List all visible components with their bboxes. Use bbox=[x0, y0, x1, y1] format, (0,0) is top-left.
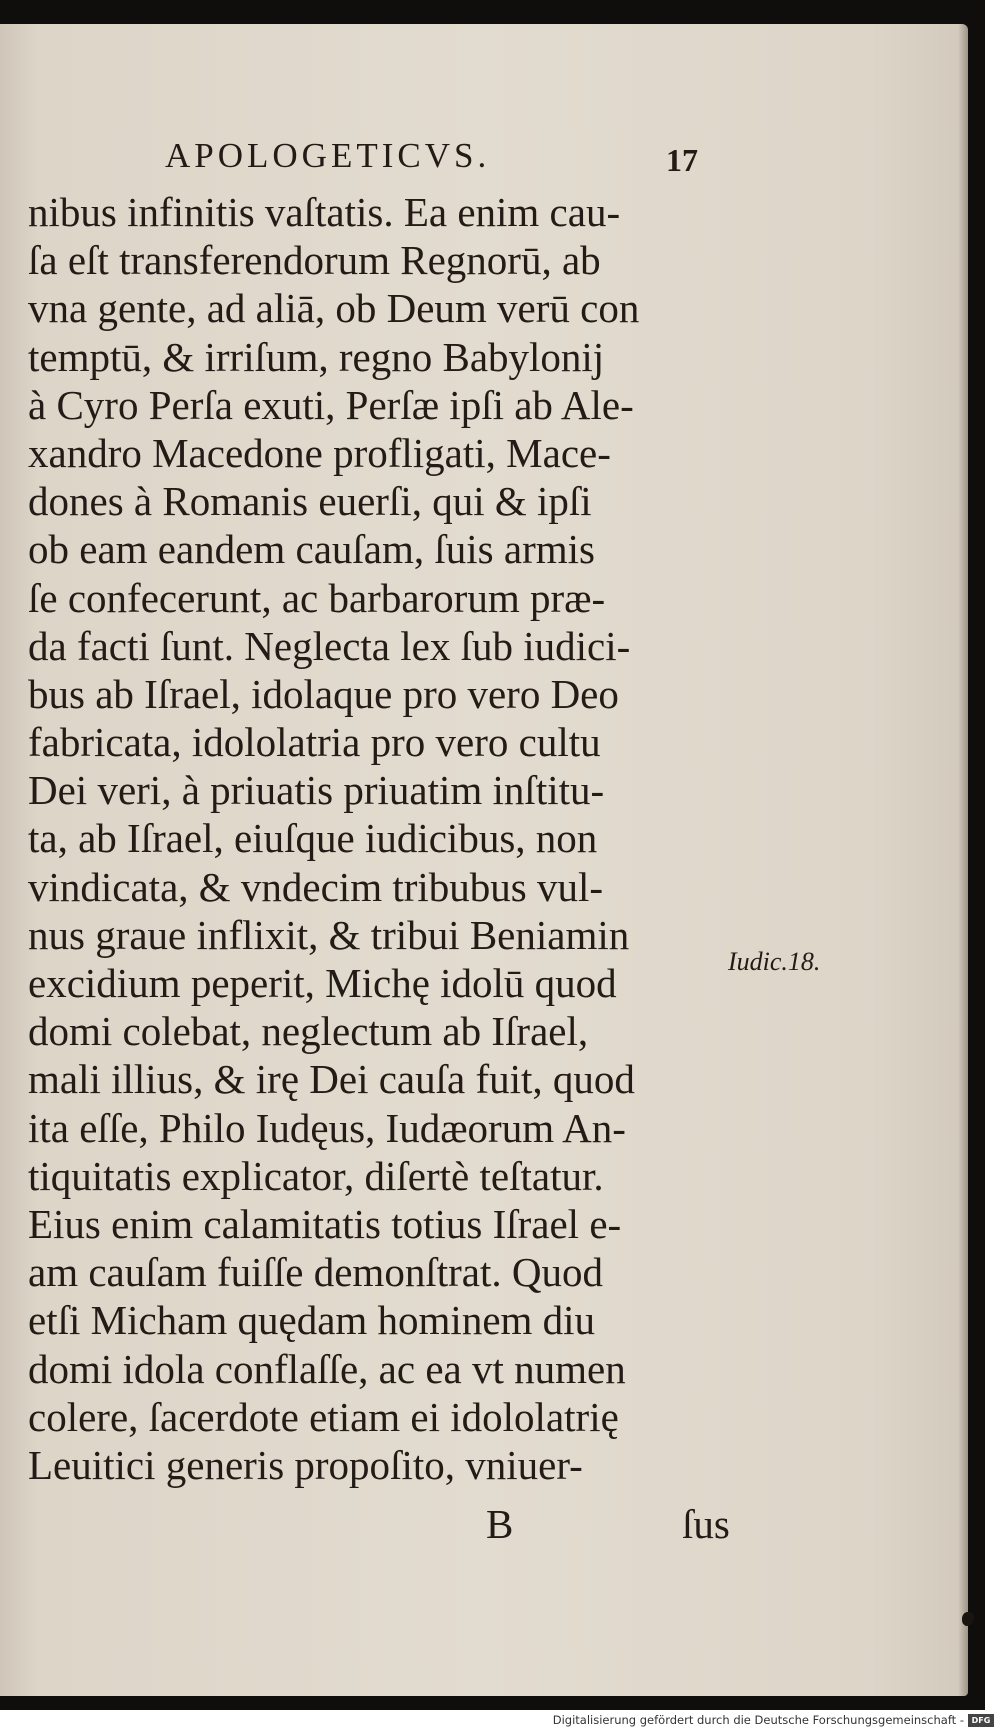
text-line: nibus infinitis vaſtatis. Ea enim cau- bbox=[28, 189, 621, 235]
text-line: xandro Macedone profligati, Mace- bbox=[28, 429, 611, 476]
text-line: ita eſſe, Philo Iudęus, Iudæorum An- bbox=[28, 1104, 626, 1151]
page-footer-line bbox=[0, 1500, 968, 1550]
text-line: Leuitici generis propoſito, vniuer- bbox=[28, 1441, 583, 1488]
text-line: temptū, & irriſum, regno Babylonij bbox=[28, 333, 605, 380]
margin-note: Iudic.18. bbox=[728, 947, 821, 976]
text-line: dones à Romanis euerſi, qui & ipſi bbox=[28, 478, 592, 525]
running-head: APOLOGETICVS. bbox=[165, 136, 491, 175]
book-page bbox=[0, 24, 968, 1696]
text-line: Dei veri, à priuatis priuatim inſtitu- bbox=[28, 767, 605, 814]
text-line: bus ab Iſrael, idolaque pro vero Deo bbox=[28, 670, 619, 717]
funding-credit: Digitalisierung gefördert durch die Deutsche Forschungsgemeinschaft - bbox=[552, 1713, 964, 1727]
text-line: domi idola conflaſſe, ac ea vt numen bbox=[28, 1345, 626, 1392]
digitization-footer bbox=[0, 1710, 1000, 1732]
signature-mark: B bbox=[486, 1501, 514, 1547]
text-line: da facti ſunt. Neglecta lex ſub iudici- bbox=[28, 622, 631, 669]
text-line: fabricata, idololatria pro vero cultu bbox=[28, 719, 601, 766]
text-line: domi colebat, neglectum ab Iſrael, bbox=[28, 1008, 589, 1055]
page-number: 17 bbox=[666, 142, 698, 178]
text-line: ob eam eandem cauſam, ſuis armis bbox=[28, 526, 595, 573]
dfg-logo: DFG bbox=[968, 1714, 994, 1727]
text-line: tiquitatis explicator, diſertè teſtatur. bbox=[28, 1152, 604, 1199]
catchword: ſus bbox=[682, 1501, 730, 1547]
text-line: ſa eſt transferendorum Regnorū, ab bbox=[28, 237, 601, 284]
text-line: à Cyro Perſa exuti, Perſæ ipſi ab Ale- bbox=[28, 381, 634, 428]
text-line: vna gente, ad aliā, ob Deum verū con bbox=[28, 285, 640, 332]
text-line: colere, ſacerdote etiam ei idololatrię bbox=[28, 1393, 619, 1440]
text-line: mali illius, & irę Dei cauſa fuit, quod bbox=[28, 1056, 635, 1103]
body-text bbox=[28, 188, 728, 1489]
text-line: excidium peperit, Michę idolū quod bbox=[28, 960, 617, 1006]
text-line: ta, ab Iſrael, eiuſque iudicibus, non bbox=[28, 815, 598, 862]
text-line: nus graue inflixit, & tribui Beniamin bbox=[28, 911, 630, 958]
text-line: vindicata, & vndecim tribubus vul- bbox=[28, 863, 604, 910]
page-edge-shadow bbox=[958, 24, 968, 1696]
text-line: ſe confecerunt, ac barbarorum præ- bbox=[28, 574, 606, 621]
text-line: am cauſam fuiſſe demonſtrat. Quod bbox=[28, 1249, 603, 1296]
text-line: etſi Micham quędam hominem diu bbox=[28, 1297, 596, 1344]
text-line: Eius enim calamitatis totius Iſrael e- bbox=[28, 1200, 622, 1247]
